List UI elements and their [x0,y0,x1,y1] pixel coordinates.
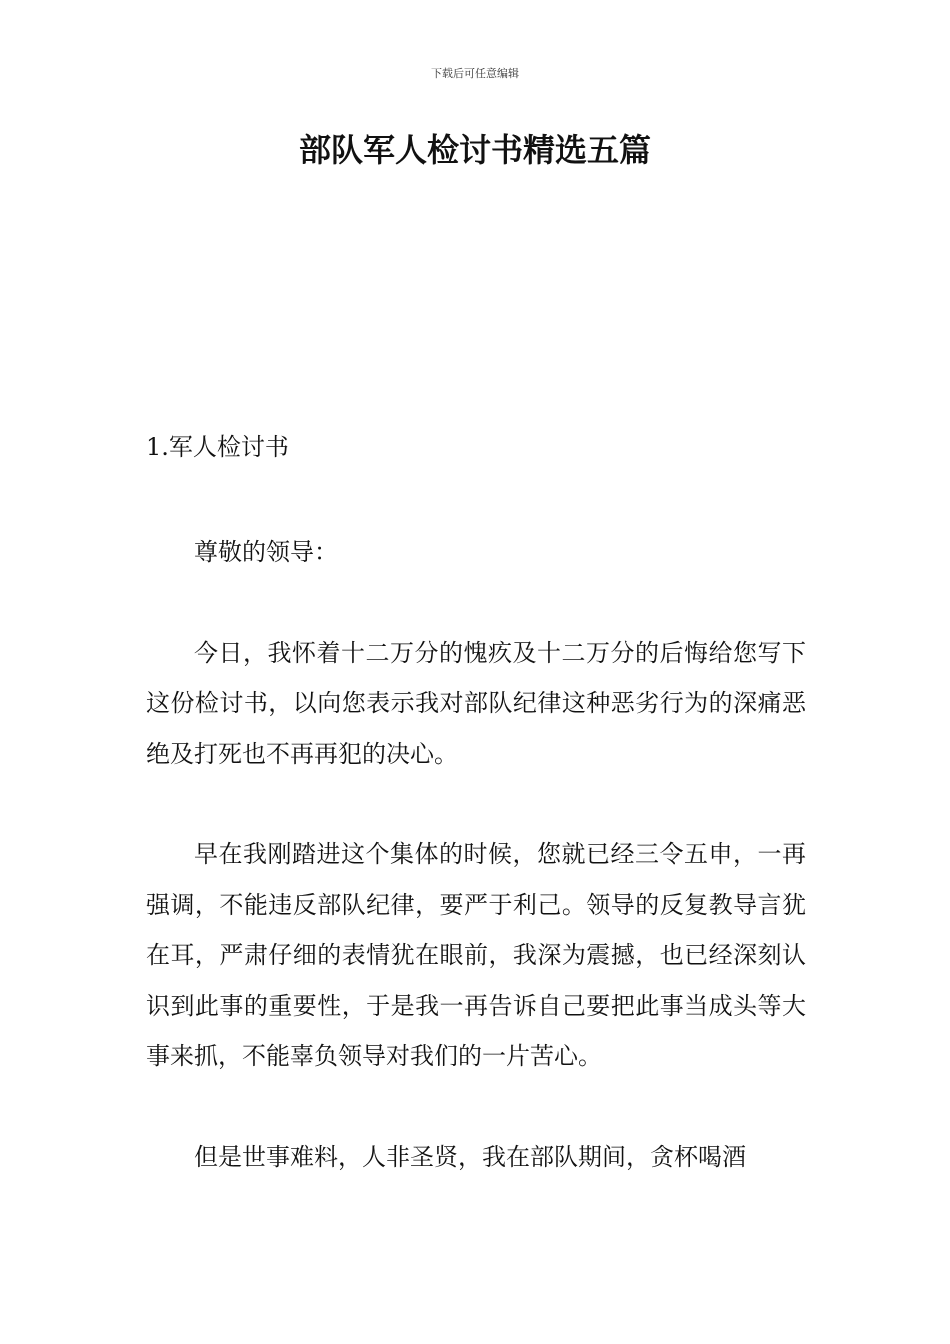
paragraph: 今日，我怀着十二万分的愧疚及十二万分的后悔给您写下这份检讨书，以向您表示我对部队纪律这种恶劣行为的深痛恶绝及打死也不再再犯的决心。 [146,638,806,768]
document-body [146,427,806,1232]
header-note: 下载后可任意编辑 [431,67,519,80]
section-heading: 1.军人检讨书 [146,433,289,461]
document-title: 部队军人检讨书精选五篇 [298,131,651,169]
salutation: 尊敬的领导： [194,538,338,566]
paragraph: 早在我刚踏进这个集体的时候，您就已经三令五申，一再强调，不能违反部队纪律，要严于利己。领导的反复教导言犹在耳，严肃仔细的表情犹在眼前，我深为震撼，也已经深刻认识到此事的重要性，于是我一再告诉自己要把此事当成头等大事来抓，不能辜负领导对我们的一片苦心。 [146,840,806,1070]
paragraph: 但是世事难料，人非圣贤，我在部队期间，贪杯喝酒 [194,1142,746,1171]
